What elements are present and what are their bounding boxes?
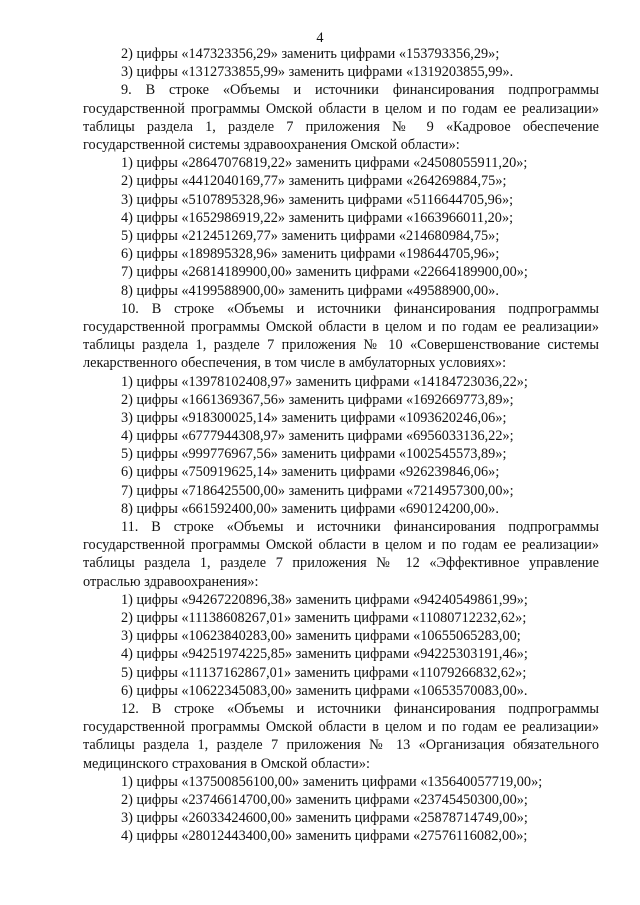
list-item: 5) цифры «11137162867,01» заменить цифрами «11079266832,62»; <box>121 664 527 681</box>
list-item: 6) цифры «10622345083,00» заменить цифрами «10653570083,00». <box>121 682 528 699</box>
list-item: 4) цифры «1652986919,22» заменить цифрами «1663966011,20»; <box>121 209 514 226</box>
list-item: 6) цифры «750919625,14» заменить цифрами «926239846,06»; <box>121 464 500 481</box>
list-item: 2) цифры «1661369367,56» заменить цифрами «1692669773,89»; <box>121 391 514 408</box>
list-item: 2) цифры «4412040169,77» заменить цифрами «264269884,75»; <box>121 173 507 190</box>
list-item: 5) цифры «212451269,77» заменить цифрами «214680984,75»; <box>121 227 500 244</box>
list-item: 3) цифры «1312733855,99» заменить цифрами «1319203855,99». <box>121 64 514 81</box>
list-item: 6) цифры «189895328,96» заменить цифрами «198644705,96»; <box>121 246 500 263</box>
list-item: 2) цифры «147323356,29» заменить цифрами «153793356,29»; <box>121 46 500 62</box>
list-item: 4) цифры «28012443400,00» заменить цифрами «27576116082,00»; <box>121 828 528 845</box>
list-item: 7) цифры «7186425500,00» заменить цифрами «7214957300,00»; <box>121 482 514 499</box>
list-item: 2) цифры «11138608267,01» заменить цифрами «11080712232,62»; <box>121 610 527 626</box>
list-item: 7) цифры «26814189900,00» заменить цифрами «22664189900,00»; <box>121 264 528 281</box>
list-item: 3) цифры «10623840283,00» заменить цифрами «10655065283,00; <box>121 628 521 645</box>
list-item: 1) цифры «137500856100,00» заменить цифрами «135640057719,00»; <box>121 773 543 790</box>
list-item: 3) цифры «26033424600,00» заменить цифрами «25878714749,00»; <box>121 810 528 827</box>
list-item: 1) цифры «94267220896,38» заменить цифрами «94240549861,99»; <box>121 591 528 608</box>
list-item: 4) цифры «6777944308,97» заменить цифрами «6956033136,22»; <box>121 428 514 445</box>
list-item: 1) цифры «13978102408,97» заменить цифрами «14184723036,22»; <box>121 373 528 390</box>
paragraph: 9. В строке «Объемы и источники финансирования подпрограммы государственной программы Омской области в целом и по годам ее реализации» таблицы раздела 1, разделе 7 приложения № 9 «Кадровое обеспечение государственной системы здравоохранения Омской области»: <box>83 82 599 153</box>
list-item: 5) цифры «999776967,56» заменить цифрами «1002545573,89»; <box>121 446 507 463</box>
list-item: 8) цифры «661592400,00» заменить цифрами «690124200,00». <box>121 500 499 517</box>
page-number: 4 <box>316 30 324 46</box>
paragraph: 12. В строке «Объемы и источники финансирования подпрограммы государственной программы Омской области в целом и по годам ее реализации» таблицы раздела 1, разделе 7 приложения № 13 «Организация обязательного медицинского страхования в Омской области»: <box>83 700 599 772</box>
paragraph: 11. В строке «Объемы и источники финансирования подпрограммы государственной программы Омской области в целом и по годам ее реализации» таблицы раздела 1, разделе 7 приложения № 12 «Эффективное управление отраслью здравоохранения»: <box>83 519 599 590</box>
paragraph: 10. В строке «Объемы и источники финансирования подпрограммы государственной программы Омской области в целом и по годам ее реализации» таблицы раздела 1, разделе 7 приложения № 10 «Совершенствование системы лекарственного обеспечения, в том числе в амбулаторных условиях»: <box>83 300 599 372</box>
list-item: 4) цифры «94251974225,85» заменить цифрами «94225303191,46»; <box>121 646 528 663</box>
list-item: 3) цифры «918300025,14» заменить цифрами «1093620246,06»; <box>121 409 507 426</box>
list-item: 2) цифры «23746614700,00» заменить цифрами «23745450300,00»; <box>121 791 528 808</box>
list-item: 8) цифры «4199588900,00» заменить цифрами «49588900,00». <box>121 282 499 299</box>
list-item: 3) цифры «5107895328,96» заменить цифрами «5116644705,96»; <box>121 191 514 208</box>
list-item: 1) цифры «28647076819,22» заменить цифрами «24508055911,20»; <box>121 155 528 172</box>
document-body <box>83 45 599 846</box>
